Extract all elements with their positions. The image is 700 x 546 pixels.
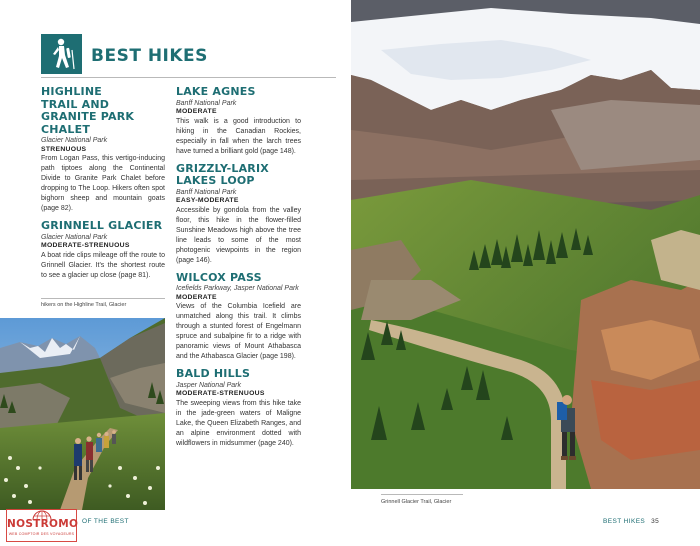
hike-location: Banff National Park: [176, 99, 237, 107]
hike-entry: [176, 368, 301, 449]
hike-difficulty: MODERATE: [176, 108, 217, 115]
running-footer-left: OF THE BEST: [82, 518, 129, 525]
running-footer-right: [603, 518, 659, 525]
hike-difficulty: STRENUOUS: [41, 145, 87, 153]
hike-description: This walk is a good introduction to hiking in the Canadian Rockies, especially in fall when the larch trees have turned a brilliant gold (page 148).: [176, 117, 301, 155]
section-title: BEST HIKES: [91, 46, 208, 66]
page-number: 35: [651, 518, 660, 525]
photo-caption-left: hikers on the Highline Trail, Glacier: [41, 302, 127, 308]
hike-location: Glacier National Park: [41, 137, 108, 144]
hike-difficulty: MODERATE-STRENUOUS: [41, 242, 130, 249]
caption-divider: [381, 494, 463, 495]
watermark-tagline: WEB COMPTOIR DES VOYAGEURS: [8, 532, 75, 536]
footer-section-label: BEST HIKES: [603, 518, 646, 525]
watermark-name: NOSTROMO: [7, 518, 79, 530]
hike-location: Jasper National Park: [176, 381, 241, 389]
hike-name: WILCOX PASS: [176, 270, 262, 284]
hike-entry: [176, 86, 301, 157]
hike-description: From Logan Pass, this vertigo-inducing path tiptoes along the Continental Divide to Granite Park Chalet before dropping to The Loop. Hikers often spot bighorn sheep and mountain goats (page 82).: [41, 155, 165, 212]
hike-name: GRINNELL GLACIER: [41, 219, 163, 232]
hike-description: Views of the Columbia Icefield are unmatched along this trail. It climbs through a stunted forest of Engelmann spruce and subalpine fir to a ridge with panoramic views of Mount Athabasca and the Athabasca Glacier (page 198).: [176, 303, 301, 360]
hike-description: The sweeping views from this hike take in the jade-green waters of Maligne Lake, the Queen Elizabeth Ranges, and an alpine environment dotted with wildflowers in midsummer (page 240).: [176, 399, 301, 447]
hike-description: Accessible by gondola from the valley floor, this hike in the flower-filled Sunshine Meadows high above the tree line leads to some of the most photogenic viewpoints in the region (page 146).: [176, 206, 301, 264]
hike-entry: [176, 272, 301, 363]
hike-location: Banff National Park: [176, 188, 237, 196]
watermark-logo: [6, 509, 77, 542]
hike-entry: [176, 163, 301, 266]
hike-location: Glacier National Park: [41, 233, 108, 241]
hike-name: LAKE AGNES: [176, 85, 256, 98]
hike-name: BALD HILLS: [176, 367, 251, 380]
hikes-column-left: [41, 86, 165, 287]
hike-description: A boat ride clips mileage off the route to Grinnell Glacier. It's the shortest route to see a glacier up close (page 81).: [41, 251, 165, 279]
caption-divider: [41, 298, 165, 299]
hike-location: Icefields Parkway, Jasper National Park: [176, 285, 299, 292]
hikes-column-right: [176, 86, 301, 455]
hike-entry: [41, 220, 165, 281]
photo-caption-right: Grinnell Glacier Trail, Glacier: [381, 499, 452, 505]
hike-difficulty: EASY-MODERATE: [176, 197, 239, 204]
hike-difficulty: MODERATE: [176, 293, 217, 301]
photo-hikers-highline: [0, 318, 165, 510]
hike-name: GRIZZLY-LARIX LAKES LOOP: [176, 161, 269, 187]
hike-name: HIGHLINE TRAIL AND GRANITE PARK CHALET: [41, 85, 135, 136]
title-divider: [41, 77, 336, 78]
hike-entry: [41, 86, 165, 214]
photo-grinnell-glacier-trail: [351, 0, 700, 489]
hiker-icon: [41, 34, 82, 74]
hike-difficulty: MODERATE-STRENUOUS: [176, 390, 265, 397]
